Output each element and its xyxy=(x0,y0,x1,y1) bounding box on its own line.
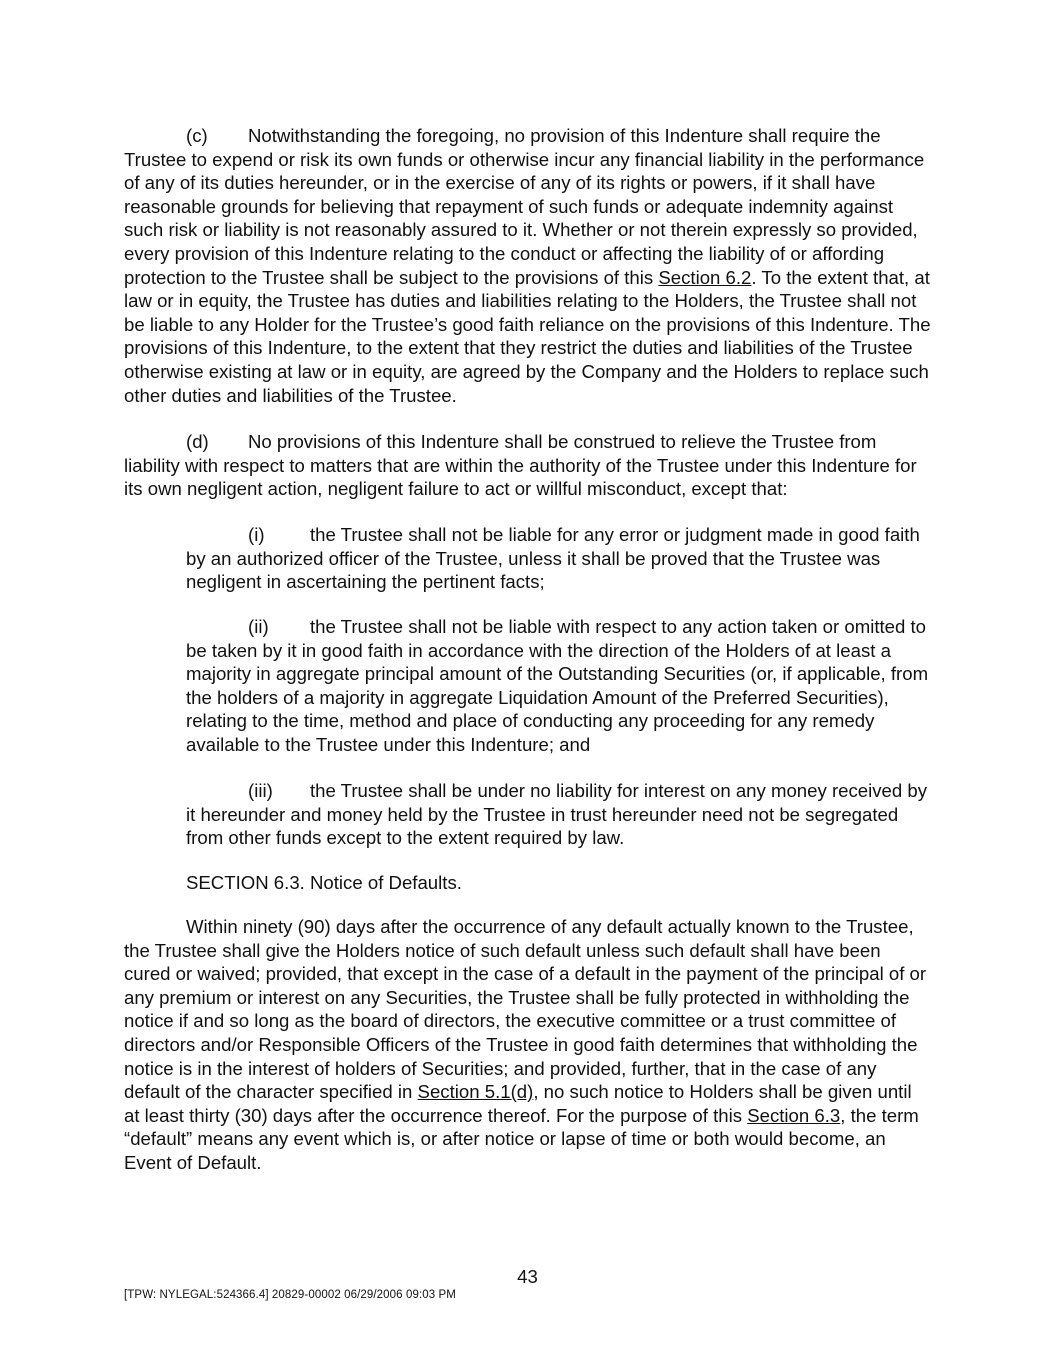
section-heading: SECTION 6.3. Notice of Defaults. xyxy=(186,872,462,893)
paragraph-text: , no such notice to Holders shall be given until at least thirty (30) days after the occurrence thereof. For the purpose of this xyxy=(124,1081,912,1126)
list-item-text: the Trustee shall be under no liability for interest on any money received by it hereunder and money held by the Trustee in trust hereunder need not be segregated from other funds except to the extent required by law. xyxy=(186,780,928,849)
page-number: 43 xyxy=(517,1266,538,1287)
paragraph-notice-of-defaults xyxy=(124,915,932,1175)
list-item-i xyxy=(186,523,934,594)
document-footer: [TPW: NYLEGAL:524366.4] 20829-00002 06/29/2006 09:03 PM xyxy=(124,1289,456,1301)
paragraph-number: (c) xyxy=(186,125,208,146)
paragraph-c xyxy=(124,124,932,407)
paragraph-text: Notwithstanding the foregoing, no provision of this Indenture shall require the Trustee to expend or risk its own funds or otherwise incur any financial liability in the performance of any of its duties hereunder, or in the exercise of any of its rights or powers, if it shall have reasonable grounds for believing that repayment of such funds or adequate indemnity against such risk or liability is not reasonably assured to it. Whether or not therein expressly so provided, every provision of this Indenture relating to the conduct or affecting the liability of or affording protection to the Trustee shall be subject to the provisions of this xyxy=(124,125,925,288)
paragraph-d xyxy=(124,430,932,501)
paragraph-text: . To the extent that, at law or in equity, the Trustee has duties and liabilities relating to the Holders, the Trustee shall not be liable to any Holder for the Trustee’s good faith reliance on the provisions of this Indenture. The provisions of this Indenture, to the extent that they restrict the duties and liabilities of the Trustee otherwise existing at law or in equity, are agreed by the Company and the Holders to replace such other duties and liabilities of the Trustee. xyxy=(124,266,931,406)
list-item-ii xyxy=(186,615,934,757)
list-item-text: the Trustee shall not be liable with respect to any action taken or omitted to be taken by it in good faith in accordance with the direction of the Holders of at least a majority in aggregate principal amount of the Outstanding Securities (or, if applicable, from the holders of a majority in aggregate Liquidation Amount of the Preferred Securities), relating to the time, method and place of conducting any proceeding for any remedy available to the Trustee under this Indenture; and xyxy=(186,616,929,755)
paragraph-text: Within ninety (90) days after the occurrence of any default actually known to the Trustee, the Trustee shall give the Holders notice of such default unless such default shall have been cured or waived; provided, that except in the case of a default in the payment of the principal of or any premium or interest on any Securities, the Trustee shall be fully protected in withholding the notice if and so long as the board of directors, the executive committee or a trust committee of directors and/or Responsible Officers of the Trustee in good faith determines that withholding the notice is in the interest of holders of Securities; and provided, further, that in the case of any default of the character specified in xyxy=(124,916,927,1103)
list-item-number: (i) xyxy=(248,524,265,545)
list-item-text: the Trustee shall not be liable for any error or judgment made in good faith by an authorized officer of the Trustee, unless it shall be proved that the Trustee was negligent in ascertaining the pertinent facts; xyxy=(186,524,920,593)
section-reference-link[interactable]: Section 6.3 xyxy=(747,1104,841,1126)
list-item-number: (ii) xyxy=(248,616,269,637)
paragraph-text: No provisions of this Indenture shall be construed to relieve the Trustee from liability with respect to matters that are within the authority of the Trustee under this Indenture for its own negligent action, negligent failure to act or willful misconduct, except that: xyxy=(124,431,917,500)
section-reference-link[interactable]: Section 6.2 xyxy=(658,266,752,288)
paragraph-number: (d) xyxy=(186,431,209,452)
list-item-number: (iii) xyxy=(248,780,273,801)
section-reference-link[interactable]: Section 5.1(d) xyxy=(417,1081,534,1103)
paragraph-text: , the term “default” means any event which is, or after notice or lapse of time or both would become, an Event of Default. xyxy=(124,1104,919,1173)
list-item-iii xyxy=(186,779,934,850)
